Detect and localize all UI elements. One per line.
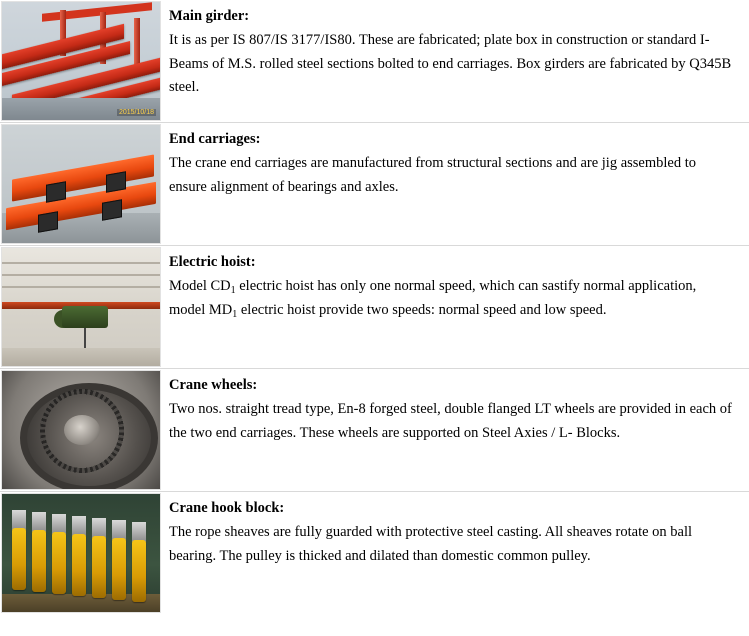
desc-sub-2: 1 bbox=[232, 308, 238, 320]
item-description: The rope sheaves are fully guarded with protective steel casting. All sheaves rotate on ball bearing. The pulley is thicked and dilated than domestic common pulley. bbox=[169, 524, 693, 564]
decor-hook-top bbox=[92, 518, 106, 538]
desc-part-2: electric hoist has only one normal speed, which can sastify normal application, model MD bbox=[169, 278, 697, 318]
decor-hook-plate bbox=[52, 532, 66, 594]
decor-bearing-box bbox=[46, 181, 66, 203]
decor-hook-top bbox=[32, 512, 46, 532]
text-cell bbox=[163, 123, 749, 246]
decor-hook-plate bbox=[12, 528, 26, 590]
decor-bearing-box bbox=[106, 171, 126, 193]
decor-hook-top bbox=[12, 510, 26, 530]
decor-hook-plate bbox=[92, 536, 106, 598]
item-title: End carriages: bbox=[169, 131, 261, 147]
item-description bbox=[169, 275, 735, 323]
green-electric-hoist-photo bbox=[1, 247, 161, 367]
text-cell bbox=[163, 0, 749, 123]
decor-rope bbox=[84, 328, 86, 350]
decor-hook-plate bbox=[112, 538, 126, 600]
item-description: It is as per IS 807/IS 3177/IS80. These are fabricated; plate box in construction or standard I-Beams of M.S. rolled steel sections bolted to end carriages. Box girders are fabricated by Q345B steel. bbox=[169, 32, 732, 95]
decor-floor bbox=[2, 348, 160, 366]
forged-steel-crane-wheel-photo bbox=[1, 370, 161, 490]
decor-hook-top bbox=[52, 514, 66, 534]
decor-hook-plate bbox=[32, 530, 46, 592]
table-row bbox=[0, 123, 749, 246]
item-title: Electric hoist: bbox=[169, 254, 256, 270]
item-description: The crane end carriages are manufactured from structural sections and are jig assembled to ensure alignment of bearings and axles. bbox=[169, 155, 696, 195]
desc-part-3: electric hoist provide two speeds: normal speed and low speed. bbox=[237, 302, 607, 318]
decor-roof-line bbox=[2, 286, 160, 288]
decor-hoist-motor bbox=[62, 306, 108, 328]
decor-hook-plate bbox=[72, 534, 86, 596]
image-cell bbox=[0, 492, 163, 615]
image-cell bbox=[0, 0, 163, 123]
item-title: Crane wheels: bbox=[169, 377, 258, 393]
desc-part-1: Model CD bbox=[169, 278, 231, 295]
decor-roof-line bbox=[2, 262, 160, 264]
item-title: Main girder: bbox=[169, 8, 250, 24]
photo-date-stamp: 2015/10/18 bbox=[118, 109, 154, 116]
decor-hook-plate bbox=[132, 540, 146, 602]
text-cell bbox=[163, 246, 749, 369]
text-cell bbox=[163, 369, 749, 492]
decor-hook-top bbox=[112, 520, 126, 540]
decor-hook-top bbox=[72, 516, 86, 536]
orange-end-carriages-photo bbox=[1, 124, 161, 244]
item-description: Two nos. straight tread type, En-8 forged steel, double flanged LT wheels are provided in each of the two end carriages. These wheels are supported on Steel Axies / L- Blocks. bbox=[169, 401, 732, 441]
decor-hook-top bbox=[132, 522, 146, 542]
table-row bbox=[0, 0, 749, 123]
item-title: Crane hook block: bbox=[169, 500, 285, 516]
decor-bearing-box bbox=[38, 211, 58, 233]
yellow-crane-hook-blocks-photo bbox=[1, 493, 161, 613]
text-cell bbox=[163, 492, 749, 615]
image-cell bbox=[0, 123, 163, 246]
red-box-girders-photo bbox=[1, 1, 161, 121]
table-row bbox=[0, 246, 749, 369]
decor-wheel-bore bbox=[64, 415, 100, 445]
decor-bearing-box bbox=[102, 199, 122, 221]
image-cell bbox=[0, 246, 163, 369]
decor-roof-line bbox=[2, 274, 160, 276]
table-row bbox=[0, 369, 749, 492]
image-cell bbox=[0, 369, 163, 492]
table-row bbox=[0, 492, 749, 615]
desc-sub-1: 1 bbox=[230, 284, 236, 296]
